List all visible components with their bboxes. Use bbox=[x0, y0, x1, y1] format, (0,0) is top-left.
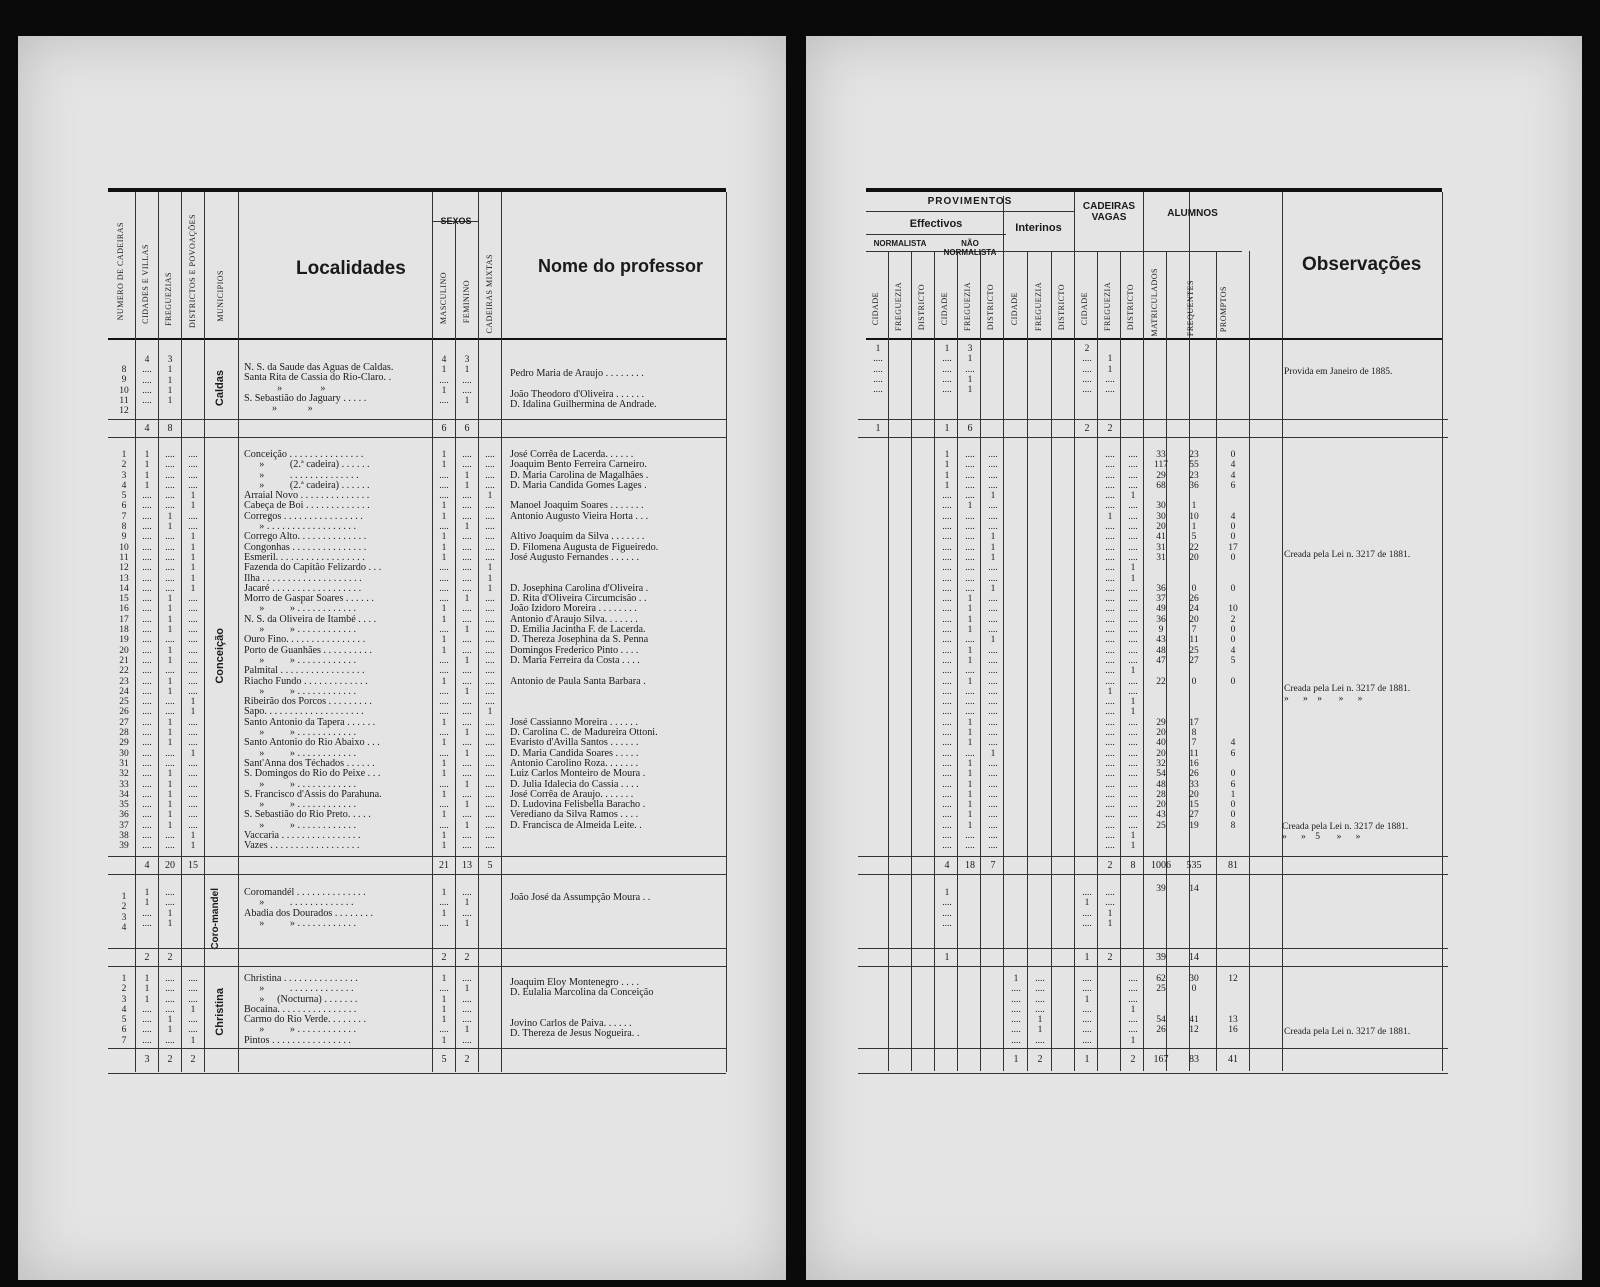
r-conc-total-matriculados: 1006 bbox=[1151, 860, 1171, 871]
col-sep bbox=[501, 192, 502, 1072]
r-coro-frequentes: 14 bbox=[1189, 884, 1199, 894]
header-normalista-districto: DISTRICTO bbox=[917, 284, 926, 331]
header-frequentes: FREQUENTES bbox=[1186, 280, 1195, 337]
r-caldas-nao-cidade: 1 .... .... .... .... bbox=[942, 344, 952, 396]
r-caldas-total-rule-bottom bbox=[858, 437, 1448, 438]
conceicao-feminino: .... .... 1 1 .... .... .... 1 .... .... .... .... .... .... 1 .... .... 1 .... .... 1 .... .... 1 .... .... .... 1 .... 1 .... .... 1 .... 1 .... 1 .... .... bbox=[462, 450, 472, 852]
conceicao-total-rule-bottom bbox=[108, 874, 726, 875]
header-vagas-freguezia: FREGUEZIA bbox=[1103, 282, 1112, 331]
r-caldas-total-normalista-cidade: 1 bbox=[875, 423, 881, 434]
conceicao-total-districtos: 15 bbox=[188, 860, 198, 871]
conceicao-freguezias: .... .... .... .... .... .... 1 1 .... .... .... .... .... .... 1 1 1 1 .... 1 1 .... 1 1 .... .... 1 1 1 .... .... 1 1 1 1 1 1 .... .... bbox=[165, 450, 175, 852]
r-caldas-total-rule bbox=[858, 419, 1448, 420]
coromandel-total-rule bbox=[108, 948, 726, 949]
header-alumnos: ALUMNOS bbox=[1167, 208, 1218, 219]
caldas-total-freguezias: 8 bbox=[167, 423, 173, 434]
r-chr-matriculados: 62 25 54 26 bbox=[1156, 974, 1166, 1036]
coromandel-total-masculino: 2 bbox=[441, 952, 447, 963]
christina-districtos: .... .... .... 1 .... .... 1 bbox=[188, 974, 198, 1046]
vagas-rule bbox=[1074, 251, 1143, 252]
christina-localidades: Christina . . . . . . . . . . . . . . . » . . . . . . . . . . . . . » (Nocturna) . . . . . . . Bocaina. . . . . . . . . . . . . . . . Carmo do Rio Verde. . . . . . . . » » . . . . . . . . . . . . Pintos . . . . . . . . . . . . . . . . bbox=[244, 973, 367, 1046]
header-districtos: DISTRICTOS E POVOAÇÕES bbox=[188, 214, 197, 328]
r-conc-vagas-districto: .... .... .... .... 1 .... .... .... .... .... .... 1 1 .... .... .... .... .... .... .... .... 1 .... .... 1 1 .... .... .... .... .... .... .... .... .... .... .... 1 1 bbox=[1128, 450, 1138, 852]
r-coro-total-vagas-cidade: 1 bbox=[1084, 952, 1090, 963]
header-normalista: NORMALISTA bbox=[873, 239, 927, 248]
r-conc-total-rule-bottom bbox=[858, 874, 1448, 875]
r-chr-total-rule bbox=[858, 1048, 1448, 1049]
conceicao-observacao-3: Creada pela Lei n. 3217 de 1881. » » 5 » » bbox=[1282, 822, 1409, 842]
coromandel-numbers: 1 2 3 4 bbox=[121, 892, 127, 933]
caldas-cidades: 4 .... .... .... .... bbox=[142, 355, 152, 407]
christina-freguezias: .... .... .... .... 1 1 .... bbox=[165, 974, 175, 1046]
right-table-bottom-rule bbox=[858, 1073, 1448, 1074]
caldas-total-feminino: 6 bbox=[464, 423, 470, 434]
conceicao-localidades: Conceição . . . . . . . . . . . . . . . » (2.ª cadeira) . . . . . . » . . . . . . . . . . . . . . » (2.ª cadeira) . . . . . . Arraial Novo . . . . . . . . . . . . . . Cabeça de Boi . . . . . . . . . . . . . Corregos . . . . . . . . . . . . . . . . » . . . . . . . . . . . . . . . . . . Corrego Alto. . . . . . . . . . . . . . Congonhas . . . . . . . . . . . . . . . Esmeril. . . . . . . . . . . . . . . . . . Fazenda do Capitão Felizardo . . . Ilha . . . . . . . . . . . . . . . . . . . . Jacaré . . . . . . . . . . . . . . . . . . Morro de Gaspar Soares . . . . . . » » . . . . . . . . . . . . N. S. da Oliveira de Itambé . . . . » » . . . . . . . . . . . . Ouro Fino. . . . . . . . . . . . . . . . Porto de Guanhães . . . . . . . . . . » » . . . . . . . . . . . . Palmital . . . . . . . . . . . . . . . . . Riacho Fundo . . . . . . . . . . . . . » » . . . . . . . . . . . . Ribeirão dos Porcos . . . . . . . . . Sapo. . . . . . . . . . . . . . . . . . . . Santo Antonio da Tapera . . . . . . » » . . . . . . . . . . . . Santo Antonio do Rio Abaixo . . . » » . . . . . . . . . . . . Sant'Anna dos Téchados . . . . . . S. Domingos do Rio do Peixe . . . » » . . . . . . . . . . . . S. Francisco d'Assis do Parahuna. » » . . . . . . . . . . . . S. Sebastião do Rio Preto. . . . . » » . . . . . . . . . . . . Vaccaria . . . . . . . . . . . . . . . . Vazes . . . . . . . . . . . . . . . . . . bbox=[244, 449, 382, 852]
col-sep bbox=[455, 221, 456, 1072]
r-conc-total-vagas-freguezia: 2 bbox=[1107, 860, 1113, 871]
caldas-total-masculino: 6 bbox=[441, 423, 447, 434]
caldas-observacao: Provida em Janeiro de 1885. bbox=[1284, 367, 1393, 377]
header-cadeiras-mixtas: CADEIRAS MIXTAS bbox=[485, 254, 494, 334]
col-sep bbox=[181, 192, 182, 1072]
col-sep bbox=[1074, 192, 1075, 1071]
header-localidades: Localidades bbox=[296, 258, 406, 279]
header-promptos: PROMPTOS bbox=[1219, 286, 1228, 333]
municipio-coromandel: Coro-mandel bbox=[210, 888, 221, 950]
r-caldas-total-vagas-cidade: 2 bbox=[1084, 423, 1090, 434]
header-numero-cadeiras: NUMERO DE CADEIRAS bbox=[116, 222, 125, 321]
coromandel-total-rule-bottom bbox=[108, 966, 726, 967]
christina-total-districtos: 2 bbox=[190, 1054, 196, 1065]
header-municipios: MUNICIPIOS bbox=[216, 270, 225, 322]
christina-numbers: 1 2 3 4 5 6 7 bbox=[121, 974, 127, 1046]
coromandel-masculino: 1 .... 1 .... bbox=[439, 888, 449, 929]
r-chr-total-interinos-cidade: 1 bbox=[1013, 1054, 1019, 1065]
conceicao-numbers: 1 2 3 4 5 6 7 8 9 10 11 12 13 14 15 16 17 18 19 20 21 22 23 24 25 26 27 28 29 30 31 32 33 34 35 36 37 38 39 bbox=[119, 450, 129, 852]
christina-total-cidades: 3 bbox=[144, 1054, 150, 1065]
coromandel-total-feminino: 2 bbox=[464, 952, 470, 963]
col-sep bbox=[1003, 196, 1004, 1071]
header-vagas-districto: DISTRICTO bbox=[1126, 284, 1135, 331]
r-caldas-total-vagas-freguezia: 2 bbox=[1107, 423, 1113, 434]
r-caldas-nao-freguezia: 3 1 .... 1 1 bbox=[965, 344, 975, 396]
caldas-numbers: 8 9 10 11 12 bbox=[119, 365, 129, 417]
r-caldas-vagas-freguezia: 1 1 .... .... bbox=[1105, 354, 1115, 396]
caldas-total-rule bbox=[108, 419, 726, 420]
header-nome-professor: Nome do professor bbox=[538, 256, 704, 276]
r-conc-total-nao-districto: 7 bbox=[990, 860, 996, 871]
header-feminino: FEMININO bbox=[462, 280, 471, 324]
coromandel-cidades: 1 1 .... .... bbox=[142, 888, 152, 929]
header-masculino: MASCULINO bbox=[439, 272, 448, 325]
col-sep bbox=[158, 192, 159, 1072]
header-nao-districto: DISTRICTO bbox=[986, 284, 995, 331]
left-page bbox=[18, 36, 786, 1280]
r-conc-nao-cidade: 1 1 1 1 .... .... .... .... .... .... .... .... .... .... .... .... .... .... .... .... .... .... .... .... .... .... .... .... .... .... .... .... .... .... .... .... .... .... .... bbox=[942, 450, 952, 852]
christina-professores: Joaquim Eloy Montenegro . . . . D. Eulalia Marcolina da Conceição Jovino Carlos de Paiva. . . . . . D. Thereza de Jesus Nogueira. . bbox=[510, 977, 654, 1040]
r-coro-total-rule bbox=[858, 948, 1448, 949]
r-caldas-total-nao-cidade: 1 bbox=[944, 423, 950, 434]
header-cadeiras-vagas: CADEIRAS VAGAS bbox=[1082, 201, 1136, 223]
caldas-professores: Pedro Maria de Araujo . . . . . . . . João Theodoro d'Oliveira . . . . . . D. Idalina Guilhermina de Andrade. bbox=[510, 368, 657, 411]
col-sep bbox=[1143, 192, 1144, 1071]
christina-masculino: 1 .... 1 1 1 .... 1 bbox=[439, 974, 449, 1046]
christina-feminino: .... 1 .... .... .... 1 .... bbox=[462, 974, 472, 1046]
header-observacoes: Observações bbox=[1302, 254, 1422, 275]
r-chr-vagas-cidade: .... .... 1 .... .... .... .... bbox=[1082, 974, 1092, 1046]
header-provimentos: PROVIMENTOS bbox=[927, 196, 1013, 207]
r-chr-total-matriculados: 167 bbox=[1153, 1054, 1169, 1065]
header-nao-normalista: NÃO NORMALISTA bbox=[943, 239, 997, 257]
christina-total-rule bbox=[108, 1048, 726, 1049]
caldas-total-rule-bottom bbox=[108, 437, 726, 438]
r-chr-total-vagas-districto: 2 bbox=[1130, 1054, 1136, 1065]
r-chr-interinos-cidade: 1 .... .... .... .... .... .... bbox=[1011, 974, 1021, 1046]
coromandel-total-freguezias: 2 bbox=[167, 952, 173, 963]
coromandel-total-cidades: 2 bbox=[144, 952, 150, 963]
christina-cidades: 1 1 1 .... .... .... .... bbox=[142, 974, 152, 1046]
r-conc-total-vagas-districto: 8 bbox=[1130, 860, 1136, 871]
r-chr-promptos: 12 13 16 bbox=[1228, 974, 1238, 1036]
conceicao-districtos: .... .... .... .... 1 1 .... .... 1 1 1 1 1 1 .... .... .... .... .... .... .... .... .... .... 1 1 .... .... .... 1 .... .... .... .... .... .... .... 1 1 bbox=[188, 450, 198, 852]
municipio-christina: Christina bbox=[214, 988, 226, 1036]
header-nao-freguezia: FREGUEZIA bbox=[963, 282, 972, 331]
effectivos-rule bbox=[866, 234, 1006, 235]
header-sexos: SEXOS bbox=[440, 216, 472, 226]
r-chr-total-frequentes: 83 bbox=[1189, 1054, 1199, 1065]
caldas-localidades: N. S. da Saude das Aguas de Caldas. Santa Rita de Cassia do Rio-Claro. . » » S. Sebastião do Jaguary . . . . . » » bbox=[244, 362, 394, 415]
header-normalista-freguezia: FREGUEZIA bbox=[894, 282, 903, 331]
municipio-conceicao: Conceição bbox=[214, 628, 226, 684]
r-coro-total-nao-cidade: 1 bbox=[944, 952, 950, 963]
col-sep bbox=[1442, 192, 1443, 1071]
col-sep bbox=[726, 192, 727, 1072]
conceicao-total-feminino: 13 bbox=[462, 860, 472, 871]
r-chr-total-interinos-freguezia: 2 bbox=[1037, 1054, 1043, 1065]
r-coro-total-frequentes: 14 bbox=[1189, 952, 1199, 963]
conceicao-total-masculino: 21 bbox=[439, 860, 449, 871]
col-sep bbox=[1282, 192, 1283, 1071]
r-conc-frequentes: 23 55 23 36 1 10 1 5 22 20 0 26 24 20 7 11 25 27 0 17 8 7 11 16 26 33 20 15 27 19 bbox=[1189, 450, 1199, 831]
christina-total-feminino: 2 bbox=[464, 1054, 470, 1065]
header-normalista-cidade: CIDADE bbox=[871, 292, 880, 326]
provimentos-rule bbox=[866, 211, 1074, 212]
r-conc-total-rule bbox=[858, 856, 1448, 857]
r-coro-vagas-freguezia: .... .... 1 1 bbox=[1105, 888, 1115, 929]
header-cidades-villas: CIDADES E VILLAS bbox=[141, 244, 150, 324]
conceicao-total-rule bbox=[108, 856, 726, 857]
caldas-total-cidades: 4 bbox=[144, 423, 150, 434]
header-interinos-freguezia: FREGUEZIA bbox=[1034, 282, 1043, 331]
header-interinos-cidade: CIDADE bbox=[1010, 292, 1019, 326]
header-interinos: Interinos bbox=[1015, 222, 1062, 234]
r-caldas-normalista-cidade: 1 .... .... .... .... bbox=[873, 344, 883, 396]
r-conc-total-nao-cidade: 4 bbox=[944, 860, 950, 871]
right-page bbox=[806, 36, 1582, 1280]
r-conc-total-frequentes: 535 bbox=[1186, 860, 1202, 871]
christina-observacao: Creada pela Lei n. 3217 de 1881. bbox=[1284, 1027, 1411, 1037]
header-nao-cidade: CIDADE bbox=[940, 292, 949, 326]
header-effectivos: Effectivos bbox=[909, 218, 963, 230]
r-chr-total-vagas-cidade: 1 bbox=[1084, 1054, 1090, 1065]
col-sep bbox=[204, 192, 205, 1072]
header-interinos-districto: DISTRICTO bbox=[1057, 284, 1066, 331]
r-caldas-total-nao-freguezia: 6 bbox=[967, 423, 973, 434]
conceicao-mixtas: .... .... .... .... 1 .... .... .... .... .... .... 1 1 1 .... .... .... .... .... .... .... .... .... .... .... 1 .... .... .... .... .... .... .... .... .... .... .... .... .... bbox=[485, 450, 495, 852]
header-freguezias: FREGUEZIAS bbox=[164, 272, 173, 326]
r-conc-total-nao-freguezia: 18 bbox=[965, 860, 975, 871]
alumnos-rule bbox=[1143, 251, 1242, 252]
conceicao-cidades: 1 1 1 1 .... .... .... .... .... .... .... .... .... .... .... .... .... .... .... .... .... .... .... .... .... .... .... .... .... .... .... .... .... .... .... .... .... .... .... bbox=[142, 450, 152, 852]
conceicao-observacao-1: Creada pela Lei n. 3217 de 1881. bbox=[1284, 550, 1411, 560]
caldas-masculino: 4 1 .... 1 .... bbox=[439, 355, 449, 407]
interinos-rule bbox=[1003, 251, 1074, 252]
r-coro-vagas-cidade: .... 1 .... .... bbox=[1082, 888, 1092, 929]
coromandel-feminino: .... 1 .... 1 bbox=[462, 888, 472, 929]
caldas-freguezias: 3 1 1 1 1 bbox=[167, 355, 173, 407]
r-conc-promptos: 0 4 4 6 4 0 0 17 0 0 10 2 0 0 4 5 0 4 6 0 6 1 0 0 8 bbox=[1228, 450, 1238, 831]
conceicao-professores: José Corrêa de Lacerda. . . . . . Joaquim Bento Ferreira Carneiro. D. Maria Carolina de Magalhães . D. Maria Candida Gomes Lages . Manoel Joaquim Soares . . . . . . . Antonio Augusto Vieira Horta . . . Altivo Joaquim da Silva . . . . . . . D. Filomena Augusta de Figueiredo. José Augusto Fernandes . . . . . . D. Josephina Carolina d'Oliveira . D. Rita d'Oliveira Circumcisão . . João Izidoro Moreira . . . . . . . . Antonio d'Araujo Silva. . . . . . . D. Emilia Jacintha F. de Lacerda. D. Thereza Josephina da S. Penna Domingos Frederico Pinto . . . . D. Maria Ferreira da Costa . . . . Antonio de Paula Santa Barbara . José Cassianno Moreira . . . . . . D. Carolina C. de Madureira Ottoni. Evaristo d'Avilla Santos . . . . . . D. Maria Candida Soares . . . . . Antonio Carolino Roza. . . . . . . Luiz Carlos Monteiro de Moura . D. Julia Idalecia do Cassia . . . . José Corrêa de Araujo. . . . . . . D. Ludovina Felisbella Baracho . Verediano da Silva Ramos . . . . D. Francisca de Almeida Leite. . bbox=[510, 449, 659, 831]
r-coro-nao-cidade: 1 .... .... .... bbox=[942, 888, 952, 929]
coromandel-localidades: Coromandél . . . . . . . . . . . . . . » . . . . . . . . . . . . . Abadia dos Dourados . . . . . . . . » » . . . . . . . . . . . . bbox=[244, 887, 374, 929]
conceicao-observacao-2: Creada pela Lei n. 3217 de 1881. » » » » » bbox=[1284, 684, 1411, 704]
r-chr-vagas-districto: .... .... .... 1 .... .... 1 bbox=[1128, 974, 1138, 1046]
r-chr-total-promptos: 41 bbox=[1228, 1054, 1238, 1065]
r-coro-total-matriculados: 39 bbox=[1156, 952, 1166, 963]
r-conc-vagas-freguezia: .... .... .... .... .... .... 1 .... .... .... .... .... .... .... .... .... .... .... .... .... .... .... .... 1 .... .... .... .... .... .... .... .... .... .... .... .... .... .... .... bbox=[1105, 450, 1115, 852]
christina-total-freguezias: 2 bbox=[167, 1054, 173, 1065]
conceicao-total-freguezias: 20 bbox=[165, 860, 175, 871]
r-conc-total-promptos: 81 bbox=[1228, 860, 1238, 871]
r-caldas-vagas-cidade: 2 .... .... .... .... bbox=[1082, 344, 1092, 396]
r-coro-matriculados: 39 bbox=[1156, 884, 1166, 894]
conceicao-masculino: 1 1 .... .... .... 1 1 .... 1 1 1 .... .... .... .... 1 1 .... 1 1 .... .... 1 .... .... .... 1 .... 1 .... 1 1 .... 1 .... 1 .... 1 1 bbox=[439, 450, 449, 852]
conceicao-total-cidades: 4 bbox=[144, 860, 150, 871]
caldas-feminino: 3 1 .... .... 1 bbox=[462, 355, 472, 407]
conceicao-total-mixtas: 5 bbox=[487, 860, 493, 871]
col-sep bbox=[135, 192, 136, 1072]
municipio-caldas: Caldas bbox=[214, 370, 226, 407]
header-vagas-cidade: CIDADE bbox=[1080, 292, 1089, 326]
r-coro-total-vagas-freguezia: 2 bbox=[1107, 952, 1113, 963]
r-coro-total-rule-bottom bbox=[858, 966, 1448, 967]
left-table-bottom-rule bbox=[108, 1073, 726, 1074]
col-sep bbox=[478, 192, 479, 1072]
r-chr-frequentes: 30 0 41 12 bbox=[1189, 974, 1199, 1036]
christina-total-masculino: 5 bbox=[441, 1054, 447, 1065]
r-chr-interinos-freguezia: .... .... .... .... 1 1 .... bbox=[1035, 974, 1045, 1046]
r-conc-nao-districto: .... .... .... .... 1 .... .... .... 1 1 1 .... .... 1 .... .... .... .... 1 .... .... .... .... .... .... .... .... .... .... 1 .... .... .... .... .... .... .... .... .... bbox=[988, 450, 998, 852]
col-sep bbox=[238, 192, 239, 1072]
coromandel-professores: João José da Assumpção Moura . . bbox=[510, 892, 651, 903]
coromandel-freguezias: .... .... 1 1 bbox=[165, 888, 175, 929]
header-matriculados: MATRICULADOS bbox=[1150, 268, 1159, 337]
r-conc-nao-freguezia: .... .... .... .... .... 1 .... .... .... .... .... .... .... .... 1 1 1 1 .... 1 1 .... 1 .... .... .... 1 1 1 .... 1 1 1 1 1 1 1 .... .... bbox=[965, 450, 975, 852]
r-conc-matriculados: 33 117 29 68 30 30 20 41 31 31 36 37 49 36 9 43 48 47 22 29 20 40 20 32 54 48 28 20 43 25 bbox=[1154, 450, 1168, 831]
col-sep bbox=[432, 192, 433, 1072]
